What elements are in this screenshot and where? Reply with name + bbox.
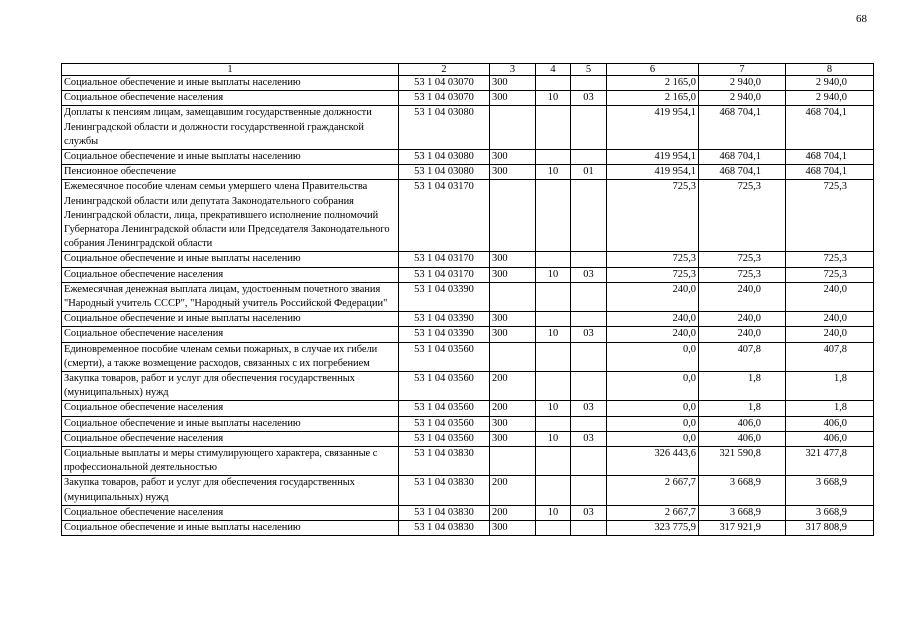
expense-type-code xyxy=(490,106,536,150)
expense-type-code: 200 xyxy=(490,505,536,520)
table-row xyxy=(62,447,874,476)
amount-col-6: 2 165,0 xyxy=(607,76,699,91)
amount-col-6: 419 954,1 xyxy=(607,106,699,150)
amount-col-8: 407,8 xyxy=(786,342,874,371)
table-row xyxy=(62,401,874,416)
amount-col-8: 317 808,9 xyxy=(786,521,874,536)
section-code: 10 xyxy=(536,91,571,106)
section-code xyxy=(536,150,571,165)
expense-type-code xyxy=(490,282,536,311)
subsection-code: 03 xyxy=(571,431,607,446)
item-name: Пенсионное обеспечение xyxy=(62,165,399,180)
amount-col-8: 240,0 xyxy=(786,312,874,327)
table-row xyxy=(62,476,874,505)
table-row xyxy=(62,521,874,536)
section-code: 10 xyxy=(536,267,571,282)
table-row xyxy=(62,372,874,401)
target-code: 53 1 04 03070 xyxy=(399,76,490,91)
amount-col-7: 1,8 xyxy=(699,372,786,401)
amount-col-8: 2 940,0 xyxy=(786,91,874,106)
section-code xyxy=(536,312,571,327)
amount-col-7: 725,3 xyxy=(699,252,786,267)
subsection-code xyxy=(571,342,607,371)
table-row xyxy=(62,505,874,520)
amount-col-8: 240,0 xyxy=(786,327,874,342)
item-name: Социальное обеспечение населения xyxy=(62,431,399,446)
amount-col-6: 419 954,1 xyxy=(607,165,699,180)
expense-type-code: 300 xyxy=(490,76,536,91)
amount-col-8: 468 704,1 xyxy=(786,106,874,150)
amount-col-7: 240,0 xyxy=(699,282,786,311)
amount-col-7: 3 668,9 xyxy=(699,476,786,505)
amount-col-8: 3 668,9 xyxy=(786,505,874,520)
section-code: 10 xyxy=(536,327,571,342)
subsection-code xyxy=(571,312,607,327)
section-code xyxy=(536,416,571,431)
header-cell: 6 xyxy=(607,64,699,76)
amount-col-8: 725,3 xyxy=(786,252,874,267)
expense-type-code: 200 xyxy=(490,372,536,401)
subsection-code: 03 xyxy=(571,327,607,342)
target-code: 53 1 04 03560 xyxy=(399,401,490,416)
amount-col-6: 725,3 xyxy=(607,267,699,282)
item-name: Социальное обеспечение и иные выплаты населению xyxy=(62,76,399,91)
target-code: 53 1 04 03560 xyxy=(399,372,490,401)
amount-col-7: 240,0 xyxy=(699,312,786,327)
amount-col-6: 2 667,7 xyxy=(607,505,699,520)
amount-col-6: 0,0 xyxy=(607,372,699,401)
subsection-code xyxy=(571,76,607,91)
subsection-code xyxy=(571,106,607,150)
target-code: 53 1 04 03070 xyxy=(399,91,490,106)
target-code: 53 1 04 03080 xyxy=(399,106,490,150)
expense-type-code: 300 xyxy=(490,431,536,446)
item-name: Социальное обеспечение и иные выплаты населению xyxy=(62,252,399,267)
section-code xyxy=(536,282,571,311)
expense-type-code: 300 xyxy=(490,91,536,106)
amount-col-6: 0,0 xyxy=(607,416,699,431)
target-code: 53 1 04 03560 xyxy=(399,431,490,446)
subsection-code: 03 xyxy=(571,401,607,416)
expense-type-code: 300 xyxy=(490,165,536,180)
target-code: 53 1 04 03830 xyxy=(399,476,490,505)
amount-col-6: 2 667,7 xyxy=(607,476,699,505)
item-name: Социальное обеспечение населения xyxy=(62,91,399,106)
item-name: Социальное обеспечение и иные выплаты населению xyxy=(62,521,399,536)
amount-col-8: 406,0 xyxy=(786,416,874,431)
table-row xyxy=(62,180,874,252)
table-row xyxy=(62,431,874,446)
amount-col-6: 323 775,9 xyxy=(607,521,699,536)
expense-type-code: 200 xyxy=(490,401,536,416)
target-code: 53 1 04 03560 xyxy=(399,416,490,431)
amount-col-7: 2 940,0 xyxy=(699,91,786,106)
amount-col-8: 406,0 xyxy=(786,431,874,446)
subsection-code: 01 xyxy=(571,165,607,180)
amount-col-7: 240,0 xyxy=(699,327,786,342)
expense-type-code: 300 xyxy=(490,327,536,342)
table-row xyxy=(62,267,874,282)
expense-type-code: 300 xyxy=(490,267,536,282)
header-cell: 7 xyxy=(699,64,786,76)
table-row xyxy=(62,106,874,150)
amount-col-8: 468 704,1 xyxy=(786,165,874,180)
section-code xyxy=(536,342,571,371)
target-code: 53 1 04 03170 xyxy=(399,180,490,252)
amount-col-7: 468 704,1 xyxy=(699,165,786,180)
amount-col-6: 0,0 xyxy=(607,431,699,446)
amount-col-8: 468 704,1 xyxy=(786,150,874,165)
budget-table xyxy=(61,63,874,536)
item-name: Единовременное пособие членам семьи пожарных, в случае их гибели (смерти), а также возмещение расходов, связанных с их погребением xyxy=(62,342,399,371)
subsection-code: 03 xyxy=(571,91,607,106)
target-code: 53 1 04 03390 xyxy=(399,282,490,311)
expense-type-code xyxy=(490,180,536,252)
table-row xyxy=(62,416,874,431)
header-cell: 2 xyxy=(399,64,490,76)
amount-col-7: 321 590,8 xyxy=(699,447,786,476)
item-name: Социальное обеспечение населения xyxy=(62,267,399,282)
section-code: 10 xyxy=(536,505,571,520)
item-name: Социальное обеспечение населения xyxy=(62,401,399,416)
table-row xyxy=(62,312,874,327)
section-code xyxy=(536,476,571,505)
target-code: 53 1 04 03390 xyxy=(399,327,490,342)
amount-col-8: 3 668,9 xyxy=(786,476,874,505)
amount-col-8: 1,8 xyxy=(786,401,874,416)
amount-col-7: 2 940,0 xyxy=(699,76,786,91)
amount-col-7: 468 704,1 xyxy=(699,106,786,150)
section-code xyxy=(536,76,571,91)
expense-type-code xyxy=(490,447,536,476)
target-code: 53 1 04 03080 xyxy=(399,165,490,180)
table-row xyxy=(62,282,874,311)
amount-col-8: 725,3 xyxy=(786,267,874,282)
target-code: 53 1 04 03830 xyxy=(399,521,490,536)
section-code xyxy=(536,521,571,536)
subsection-code xyxy=(571,416,607,431)
expense-type-code: 300 xyxy=(490,252,536,267)
header-cell: 4 xyxy=(536,64,571,76)
table-row xyxy=(62,342,874,371)
page-number: 68 xyxy=(856,13,867,25)
expense-type-code: 200 xyxy=(490,476,536,505)
table-row xyxy=(62,150,874,165)
amount-col-7: 407,8 xyxy=(699,342,786,371)
item-name: Социальное обеспечение населения xyxy=(62,327,399,342)
subsection-code xyxy=(571,521,607,536)
amount-col-7: 406,0 xyxy=(699,416,786,431)
section-code xyxy=(536,106,571,150)
header-cell: 1 xyxy=(62,64,399,76)
item-name: Доплаты к пенсиям лицам, замещавшим государственные должности Ленинградской области и должности государственной гражданской службы xyxy=(62,106,399,150)
section-code xyxy=(536,372,571,401)
expense-type-code: 300 xyxy=(490,416,536,431)
amount-col-6: 0,0 xyxy=(607,342,699,371)
amount-col-8: 240,0 xyxy=(786,282,874,311)
section-code: 10 xyxy=(536,431,571,446)
header-cell: 3 xyxy=(490,64,536,76)
item-name: Социальное обеспечение населения xyxy=(62,505,399,520)
amount-col-7: 725,3 xyxy=(699,267,786,282)
amount-col-8: 2 940,0 xyxy=(786,76,874,91)
item-name: Социальные выплаты и меры стимулирующего характера, связанные с профессиональной деятельностью xyxy=(62,447,399,476)
amount-col-8: 1,8 xyxy=(786,372,874,401)
amount-col-7: 725,3 xyxy=(699,180,786,252)
target-code: 53 1 04 03830 xyxy=(399,505,490,520)
table-row xyxy=(62,91,874,106)
amount-col-7: 1,8 xyxy=(699,401,786,416)
table-row xyxy=(62,76,874,91)
item-name: Социальное обеспечение и иные выплаты населению xyxy=(62,312,399,327)
amount-col-8: 321 477,8 xyxy=(786,447,874,476)
expense-type-code xyxy=(490,342,536,371)
amount-col-8: 725,3 xyxy=(786,180,874,252)
item-name: Социальное обеспечение и иные выплаты населению xyxy=(62,150,399,165)
item-name: Ежемесячная денежная выплата лицам, удостоенным почетного звания "Народный учитель СССР", "Народный учитель Российской Федерации" xyxy=(62,282,399,311)
header-row xyxy=(62,64,874,76)
section-code: 10 xyxy=(536,401,571,416)
target-code: 53 1 04 03830 xyxy=(399,447,490,476)
subsection-code xyxy=(571,180,607,252)
amount-col-6: 419 954,1 xyxy=(607,150,699,165)
subsection-code xyxy=(571,252,607,267)
item-name: Социальное обеспечение и иные выплаты населению xyxy=(62,416,399,431)
table-row xyxy=(62,327,874,342)
amount-col-6: 0,0 xyxy=(607,401,699,416)
subsection-code xyxy=(571,282,607,311)
table-row xyxy=(62,165,874,180)
target-code: 53 1 04 03560 xyxy=(399,342,490,371)
amount-col-7: 406,0 xyxy=(699,431,786,446)
subsection-code xyxy=(571,372,607,401)
amount-col-6: 326 443,6 xyxy=(607,447,699,476)
amount-col-7: 468 704,1 xyxy=(699,150,786,165)
section-code xyxy=(536,447,571,476)
table-row xyxy=(62,252,874,267)
amount-col-6: 240,0 xyxy=(607,327,699,342)
target-code: 53 1 04 03170 xyxy=(399,252,490,267)
header-cell: 8 xyxy=(786,64,874,76)
section-code xyxy=(536,180,571,252)
expense-type-code: 300 xyxy=(490,521,536,536)
amount-col-6: 725,3 xyxy=(607,252,699,267)
target-code: 53 1 04 03080 xyxy=(399,150,490,165)
subsection-code xyxy=(571,476,607,505)
section-code xyxy=(536,252,571,267)
item-name: Закупка товаров, работ и услуг для обеспечения государственных (муниципальных) нужд xyxy=(62,372,399,401)
expense-type-code: 300 xyxy=(490,312,536,327)
amount-col-6: 240,0 xyxy=(607,312,699,327)
item-name: Закупка товаров, работ и услуг для обеспечения государственных (муниципальных) нужд xyxy=(62,476,399,505)
amount-col-7: 3 668,9 xyxy=(699,505,786,520)
target-code: 53 1 04 03390 xyxy=(399,312,490,327)
amount-col-6: 725,3 xyxy=(607,180,699,252)
subsection-code xyxy=(571,150,607,165)
subsection-code xyxy=(571,447,607,476)
section-code: 10 xyxy=(536,165,571,180)
target-code: 53 1 04 03170 xyxy=(399,267,490,282)
amount-col-6: 240,0 xyxy=(607,282,699,311)
amount-col-7: 317 921,9 xyxy=(699,521,786,536)
header-cell: 5 xyxy=(571,64,607,76)
amount-col-6: 2 165,0 xyxy=(607,91,699,106)
item-name: Ежемесячное пособие членам семьи умершего члена Правительства Ленинградской области или депутата Законодательного собрания Ленинградской области, лица, прекратившего исполнение полномочий Губернатора Ленинградской области или Председателя Законодательного собрания Ленинградской области xyxy=(62,180,399,252)
subsection-code: 03 xyxy=(571,505,607,520)
subsection-code: 03 xyxy=(571,267,607,282)
expense-type-code: 300 xyxy=(490,150,536,165)
